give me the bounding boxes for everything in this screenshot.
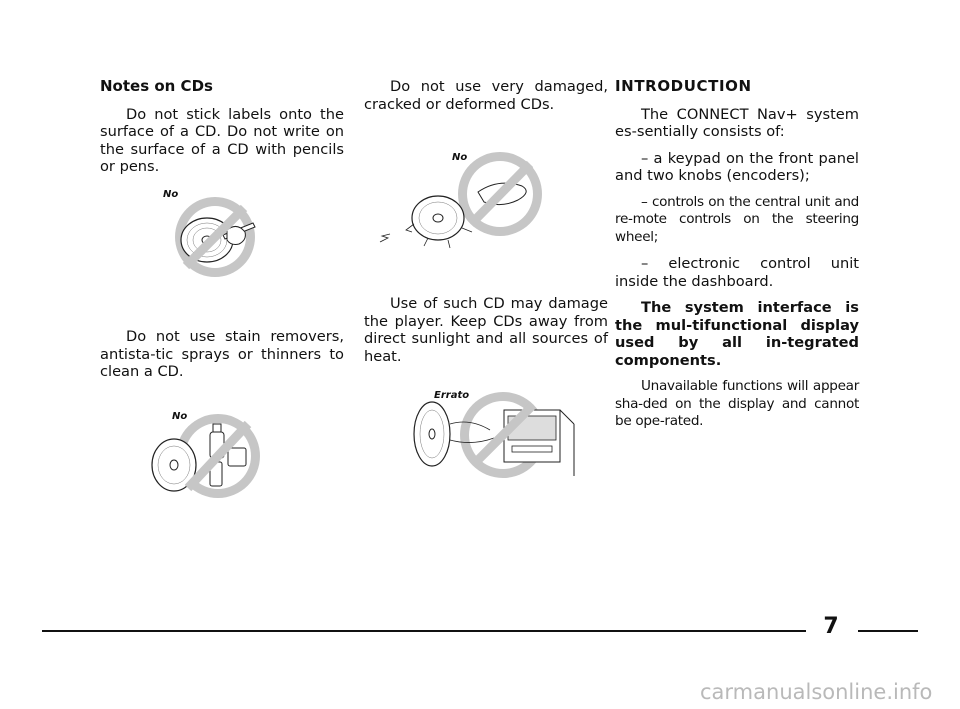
cd-pen-illustration xyxy=(165,190,265,280)
paragraph-damaged: Do not use very damaged, cracked or deformed CDs. xyxy=(364,78,608,113)
column-middle-lower xyxy=(364,295,608,374)
page-number: 7 xyxy=(823,614,839,639)
figure-label-no-2: No xyxy=(172,411,188,422)
cd-sunlight-illustration xyxy=(408,388,588,488)
paragraph-cleaning: Do not use stain removers, antista-tic sprays or thinners to clean a CD. xyxy=(100,328,344,380)
figure-label-errato: Errato xyxy=(434,390,470,401)
paragraph-interface: The system interface is the mul-tifunctional display used by all in-tegrated components. xyxy=(615,299,859,369)
column-right xyxy=(615,78,859,440)
paragraph-keypad: – a keypad on the front panel and two knobs (encoders); xyxy=(615,149,859,184)
paragraph-system: The CONNECT Nav+ system es-sentially consists of: xyxy=(615,105,859,140)
watermark: carmanualsonline.info xyxy=(700,680,933,704)
section-heading-notes-on-cds: Notes on CDs xyxy=(100,77,213,95)
paragraph-unavailable: Unavailable functions will appear sha-ded on the display and cannot be ope-rated. xyxy=(615,378,859,429)
paragraph-ecu: – electronic control unit inside the dashboard. xyxy=(615,255,859,290)
column-middle xyxy=(364,78,608,122)
figure-label-no-3: No xyxy=(452,152,468,163)
section-heading-introduction: INTRODUCTION xyxy=(615,77,752,95)
paragraph-controls: – controls on the central unit and re-mote controls on the steering wheel; xyxy=(615,193,859,245)
column-left-lower xyxy=(100,328,344,390)
figure-label-no: No xyxy=(163,189,179,200)
cracked-cd-illustration xyxy=(378,150,553,250)
column-left xyxy=(100,78,344,185)
footer-rule-right xyxy=(858,630,918,632)
paragraph-labels: Do not stick labels onto the surface of a CD. Do not write on the surface of a CD with pencils or pens. xyxy=(100,105,344,175)
paragraph-heat: Use of such CD may damage the player. Keep CDs away from direct sunlight and all sources of heat. xyxy=(364,295,608,365)
cd-solvents-illustration xyxy=(148,410,268,505)
footer-rule-left xyxy=(42,630,806,632)
